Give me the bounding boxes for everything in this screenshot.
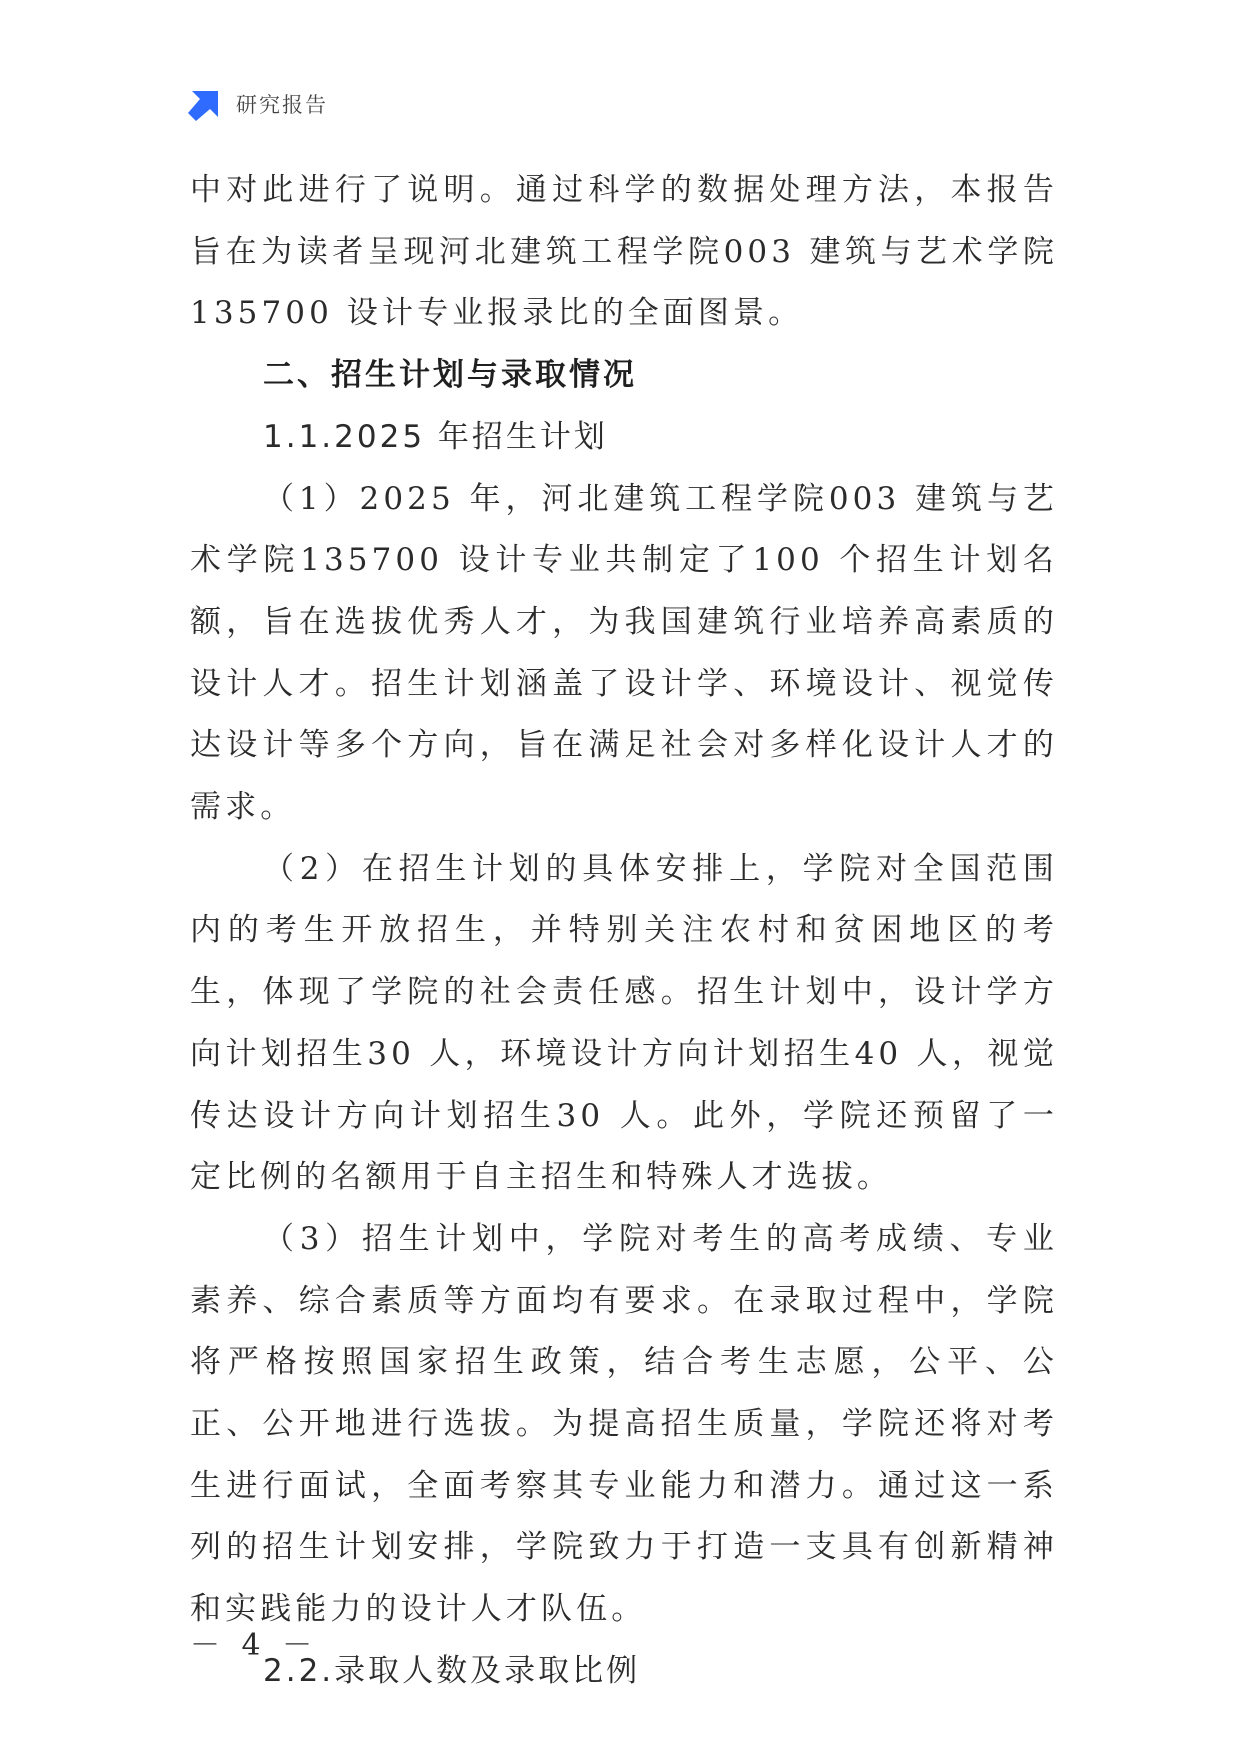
arrow-up-right-icon — [188, 87, 222, 121]
paragraph-3: （3）招生计划中，学院对考生的高考成绩、专业素养、综合素质等方面均有要求。在录取过程中，学院将严格按照国家招生政策，结合考生志愿，公平、公正、公开地进行选拔。为提高招生质量，学院还将对考生进行面试，全面考察其专业能力和潜力。通过这一系列的招生计划安排，学院致力于打造一支具有创新精神和实践能力的设计人才队伍。 — [190, 1220, 1058, 1628]
paragraph-2: （2）在招生计划的具体安排上，学院对全国范围内的考生开放招生，并特别关注农村和贫困地区的考生，体现了学院的社会责任感。招生计划中，设计学方向计划招生30 人，环境设计方向计划招生40 人，视觉传达设计方向计划招生30 人。此外，学院还预留了一定比例的名额用于自主招生和特殊人才选拔。 — [190, 850, 1058, 1196]
document-body — [190, 160, 1058, 1703]
subsection-heading-2: 2.2.录取人数及录取比例 — [263, 1652, 641, 1689]
section-heading: 二、招生计划与录取情况 — [263, 357, 637, 394]
subsection-heading-1: 1.1.2025 年招生计划 — [263, 418, 608, 455]
page-number: － 4 － — [190, 1628, 319, 1663]
report-header — [188, 86, 328, 122]
header-title: 研究报告 — [236, 93, 328, 117]
paragraph-1: （1）2025 年，河北建筑工程学院003 建筑与艺术学院135700 设计专业共制定了100 个招生计划名额，旨在选拔优秀人才，为我国建筑行业培养高素质的设计人才。招生计划涵盖了设计学、环境设计、视觉传达设计等多个方向，旨在满足社会对多样化设计人才的需求。 — [190, 480, 1058, 826]
intro-paragraph-end: 中对此进行了说明。通过科学的数据处理方法，本报告旨在为读者呈现河北建筑工程学院003 建筑与艺术学院135700 设计专业报录比的全面图景。 — [190, 172, 1058, 332]
